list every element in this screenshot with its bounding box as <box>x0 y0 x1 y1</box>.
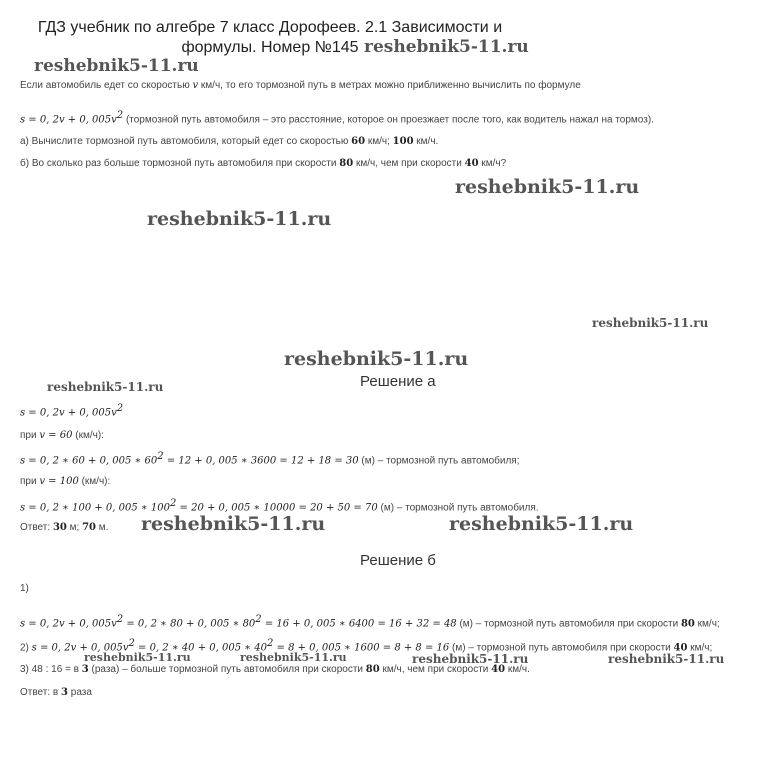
calc-note: (м) – тормозной путь автомобиля при скорости <box>449 642 674 654</box>
calc: = 16 + 0, 005 ∗ 6400 = 16 + 32 = 48 <box>261 618 457 630</box>
solution-b-heading: Решение б <box>360 552 436 569</box>
calc-speed: 40 <box>673 642 688 654</box>
formula: s = 0, 2v + 0, 005v <box>20 407 117 419</box>
calc-note: (м) – тормозной путь автомобиля. <box>377 502 539 514</box>
solution-b-line1 <box>20 614 720 629</box>
problem-intro <box>20 80 581 91</box>
case-unit: (км/ч): <box>78 476 111 487</box>
calc-rest: = 12 + 0, 005 ∗ 3600 = 12 + 18 = 30 <box>163 455 359 467</box>
solution-a-calc2 <box>20 498 539 513</box>
question-b-text: б) Во сколько раз больше тормозной путь автомобиля при скорости <box>20 158 340 169</box>
answer-v1: 30 <box>52 522 67 533</box>
calc-exp: 2 <box>116 614 124 625</box>
step-text: 3) 48 : 16 = в <box>20 664 82 675</box>
intro-text-end: км/ч, то его тормозной путь в метрах можно приближенно вычислить по формуле <box>198 80 581 91</box>
step-prefix: 2) <box>20 642 32 654</box>
step-text: (раза) – больше тормозной путь автомобиля при скорости <box>88 664 366 675</box>
calc-note: (м) – тормозной путь автомобиля; <box>358 455 520 467</box>
case-label: при <box>20 430 40 441</box>
calc-exp: 2 <box>255 614 262 625</box>
problem-formula <box>20 110 654 125</box>
answer-end: м. <box>96 522 109 533</box>
question-b-mid: км/ч, чем при скорости <box>353 158 465 169</box>
question-a-mid: км/ч; <box>365 136 393 147</box>
question-b-v2: 40 <box>464 158 479 169</box>
calc-note: (м) – тормозной путь автомобиля при скорости <box>456 618 681 630</box>
calc: s = 0, 2v + 0, 005v <box>31 642 129 654</box>
calc-speed: 80 <box>680 618 695 630</box>
calc-end: км/ч; <box>694 618 720 630</box>
calc: = 0, 2 ∗ 80 + 0, 005 ∗ 80 <box>123 618 256 630</box>
intro-var: v <box>192 80 199 91</box>
watermark: reshebnik5-11.ru <box>455 176 640 198</box>
watermark: reshebnik5-11.ru <box>84 651 191 664</box>
speed-1: 80 <box>365 664 380 675</box>
watermark: reshebnik5-11.ru <box>592 316 709 330</box>
formula-exp: 2 <box>116 403 124 414</box>
answer-value: 3 <box>61 687 68 698</box>
answer-label: Ответ: в <box>20 687 62 698</box>
solution-a-formula <box>20 403 123 418</box>
answer-end: раза <box>67 687 92 698</box>
solution-b-answer <box>20 687 92 698</box>
solution-b-step1: 1) <box>20 583 29 594</box>
solution-a-case2 <box>20 476 110 487</box>
question-a-v1: 60 <box>351 136 366 147</box>
calc: s = 0, 2 ∗ 100 + 0, 005 ∗ 100 <box>20 502 170 514</box>
question-b <box>20 158 506 169</box>
question-b-v1: 80 <box>339 158 354 169</box>
question-a-end: км/ч. <box>413 136 439 147</box>
calc-exp: 2 <box>128 638 135 649</box>
question-a-v2: 100 <box>392 136 414 147</box>
calc-exp: 2 <box>157 451 164 462</box>
solution-a-case1 <box>20 430 104 441</box>
step-end: км/ч. <box>505 664 530 675</box>
calc-exp: 2 <box>169 498 177 509</box>
calc: = 8 + 0, 005 ∗ 1600 = 8 + 8 = 16 <box>273 642 450 654</box>
case-label: при <box>20 476 40 487</box>
watermark: reshebnik5-11.ru <box>47 380 164 394</box>
case-value: v = 60 <box>39 430 73 441</box>
watermark: reshebnik5-11.ru <box>284 348 469 370</box>
title-line-1: ГДЗ учебник по алгебре 7 класс Дорофеев. 2.1 Зависимости и <box>37 19 503 36</box>
watermark: reshebnik5-11.ru <box>34 56 199 76</box>
calc-end: км/ч; <box>687 642 713 654</box>
solution-a-heading: Решение а <box>360 373 436 390</box>
calc: s = 0, 2v + 0, 005v <box>20 618 117 630</box>
formula-note: (тормозной путь автомобиля – это расстояние, которое он проезжает после того, как водитель нажал на тормоз). <box>123 114 654 126</box>
watermark: reshebnik5-11.ru <box>412 652 529 666</box>
formula: s = 0, 2v + 0, 005v <box>20 114 117 126</box>
case-unit: (км/ч): <box>72 430 104 441</box>
calc-exp: 2 <box>266 638 274 649</box>
step-text: км/ч, чем при скорости <box>379 664 492 675</box>
answer-label: Ответ: <box>20 522 53 533</box>
case-value: v = 100 <box>39 476 79 487</box>
title-line-2: формулы. Номер №145 <box>181 39 359 56</box>
question-b-end: км/ч? <box>478 158 507 169</box>
question-a-text: а) Вычислите тормозной путь автомобиля, который едет со скоростью <box>20 136 352 147</box>
watermark: reshebnik5-11.ru <box>141 513 326 535</box>
speed-2: 40 <box>491 664 506 675</box>
ratio-value: 3 <box>81 664 89 675</box>
watermark: reshebnik5-11.ru <box>608 652 725 666</box>
watermark: reshebnik5-11.ru <box>147 208 332 230</box>
solution-a-calc1 <box>20 451 519 466</box>
intro-text: Если автомобиль едет со скоростью <box>20 80 193 91</box>
calc: = 0, 2 ∗ 40 + 0, 005 ∗ 40 <box>134 642 267 654</box>
formula-exp: 2 <box>116 110 124 121</box>
question-a <box>20 136 438 147</box>
watermark: reshebnik5-11.ru <box>449 513 634 535</box>
solution-a-answer <box>20 522 108 533</box>
answer-v2: 70 <box>82 522 96 533</box>
watermark: reshebnik5-11.ru <box>240 651 347 664</box>
answer-mid: м; <box>66 522 83 533</box>
calc-rest: = 20 + 0, 005 ∗ 10000 = 20 + 50 = 70 <box>176 502 378 514</box>
calc: s = 0, 2 ∗ 60 + 0, 005 ∗ 60 <box>20 455 158 467</box>
watermark: reshebnik5-11.ru <box>364 37 529 57</box>
